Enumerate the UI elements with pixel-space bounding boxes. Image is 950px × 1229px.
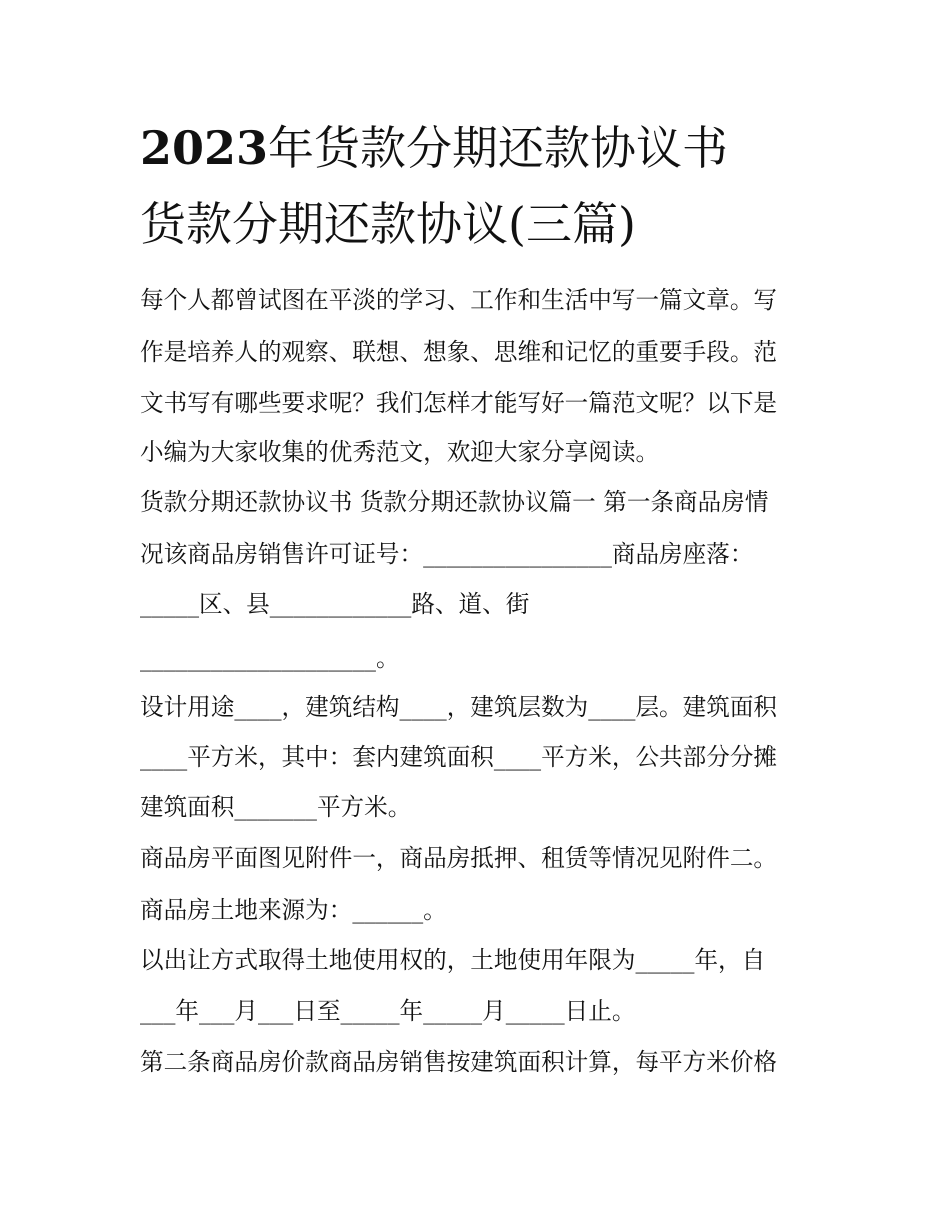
title-line-1-text: 年货款分期还款协议书 [268,121,729,175]
document-title-line-2: 货款分期还款协议(三篇) [140,197,636,251]
body-line: 况该商品房销售许可证号：________________商品房座落： [140,540,754,568]
title-year: 2023 [140,121,269,175]
body-line: 设计用途____，建筑结构____，建筑层数为____层。建筑面积 [140,693,778,721]
body-line: ____________________。 [140,644,400,672]
body-line: 小编为大家收集的优秀范文，欢迎大家分享阅读。 [140,438,660,466]
body-line: ____平方米，其中：套内建筑面积____平方米，公共部分分摊 [140,743,778,771]
body-line: 商品房平面图见附件一，商品房抵押、租赁等情况见附件二。 [140,844,778,872]
body-line: 商品房土地来源为：______。 [140,896,447,924]
body-line: 第二条商品房价款商品房销售按建筑面积计算，每平方米价格 [140,1048,778,1076]
body-line: 文书写有哪些要求呢？我们怎样才能写好一篇范文呢？以下是 [140,389,778,417]
document-title-line-1 [140,122,840,174]
body-line: 货款分期还款协议书 货款分期还款协议篇一 第一条商品房情 [140,488,769,516]
body-line: 作是培养人的观察、联想、想象、思维和记忆的重要手段。范 [140,338,778,366]
body-line: ___年___月___日至_____年_____月_____日止。 [140,997,636,1025]
body-line: _____区、县____________路、道、街 [140,590,530,618]
body-line: 建筑面积_______平方米。 [140,793,412,821]
body-line: 每个人都曾试图在平淡的学习、工作和生活中写一篇文章。写 [140,286,778,314]
body-line: 以出让方式取得土地使用权的，土地使用年限为_____年，自 [140,946,766,974]
